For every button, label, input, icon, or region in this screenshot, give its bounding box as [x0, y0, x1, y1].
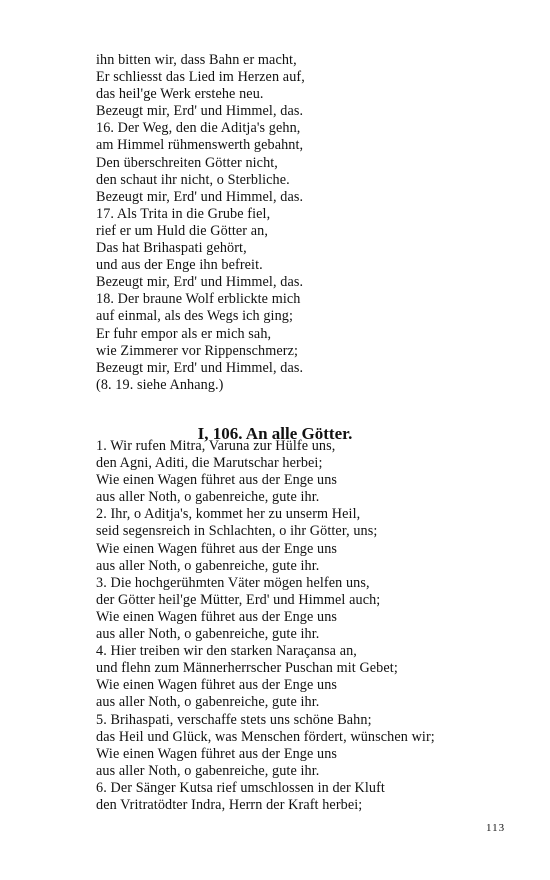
verse-line: Bezeugt mir, Erd' und Himmel, das. [96, 359, 304, 376]
verse-line: am Himmel rühmenswerth gebahnt, [96, 137, 304, 154]
verse-line: Wie einen Wagen führet aus der Enge uns [96, 540, 338, 557]
verse-line: Er fuhr empor als er mich sah, [96, 325, 272, 342]
verse-line: Das hat Brihaspati gehört, [96, 240, 247, 257]
verse-line: ihn bitten wir, dass Bahn er macht, [96, 52, 297, 68]
verse-line: Er schliesst das Lied im Herzen auf, [96, 69, 305, 86]
verse-line: 3. Die hochgerühmten Väter mögen helfen uns, [96, 574, 370, 591]
verse-line: aus aller Noth, o gabenreiche, gute ihr. [96, 489, 320, 506]
verse-line: 5. Brihaspati, verschaffe stets uns schöne Bahn; [96, 711, 372, 728]
verse-line: 2. Ihr, o Aditja's, kommet her zu unserm Heil, [96, 506, 361, 523]
verse-line: aus aller Noth, o gabenreiche, gute ihr. [96, 762, 320, 779]
verse-line: Wie einen Wagen führet aus der Enge uns [96, 745, 338, 762]
verse-line: und flehn zum Männerherrscher Puschan mit Gebet; [96, 660, 398, 677]
verse-line: 18. Der braune Wolf erblickte mich [96, 291, 301, 308]
verse-line: rief er um Huld die Götter an, [96, 222, 269, 239]
verse-line: das heil'ge Werk erstehe neu. [96, 86, 264, 103]
verse-line: Wie einen Wagen führet aus der Enge uns [96, 472, 338, 489]
verse-line: 4. Hier treiben wir den starken Naraçansa an, [96, 643, 357, 660]
verse-line: auf einmal, als des Wegs ich ging; [96, 308, 294, 325]
verse-line: Bezeugt mir, Erd' und Himmel, das. [96, 188, 304, 205]
verse-block-hymn [96, 438, 435, 814]
verse-line: 16. Der Weg, den die Aditja's gehn, [96, 120, 301, 137]
verse-line: Bezeugt mir, Erd' und Himmel, das. [96, 274, 304, 291]
verse-line: den Agni, Aditi, die Marutschar herbei; [96, 455, 323, 472]
verse-line: den schaut ihr nicht, o Sterbliche. [96, 171, 290, 188]
page-number: 113 [486, 822, 506, 834]
verse-line: den Vritratödter Indra, Herrn der Kraft herbei; [96, 796, 363, 813]
verse-line: 6. Der Sänger Kutsa rief umschlossen in der Kluft [96, 779, 385, 796]
verse-line: 1. Wir rufen Mitra, Varuna zur Hülfe uns, [96, 438, 336, 454]
verse-line: der Götter heil'ge Mütter, Erd' und Himmel auch; [96, 591, 381, 608]
verse-line: das Heil und Glück, was Menschen fördert, wünschen wir; [96, 728, 435, 745]
verse-line: seid segensreich in Schlachten, o ihr Götter, uns; [96, 523, 378, 540]
verse-line: aus aller Noth, o gabenreiche, gute ihr. [96, 694, 320, 711]
verse-line: wie Zimmerer vor Rippenschmerz; [96, 342, 299, 359]
verse-line: Bezeugt mir, Erd' und Himmel, das. [96, 103, 304, 120]
verse-line: aus aller Noth, o gabenreiche, gute ihr. [96, 626, 320, 643]
verse-line: und aus der Enge ihn befreit. [96, 257, 263, 274]
verse-line: Wie einen Wagen führet aus der Enge uns [96, 608, 338, 625]
verse-block-continued [96, 52, 305, 394]
verse-line: (8. 19. siehe Anhang.) [96, 376, 224, 393]
hymn-heading: I, 106. An alle Götter. [197, 424, 353, 444]
verse-line: Den überschreiten Götter nicht, [96, 154, 278, 171]
verse-line: aus aller Noth, o gabenreiche, gute ihr. [96, 557, 320, 574]
verse-line: 17. Als Trita in die Grube fiel, [96, 205, 271, 222]
verse-line: Wie einen Wagen führet aus der Enge uns [96, 677, 338, 694]
